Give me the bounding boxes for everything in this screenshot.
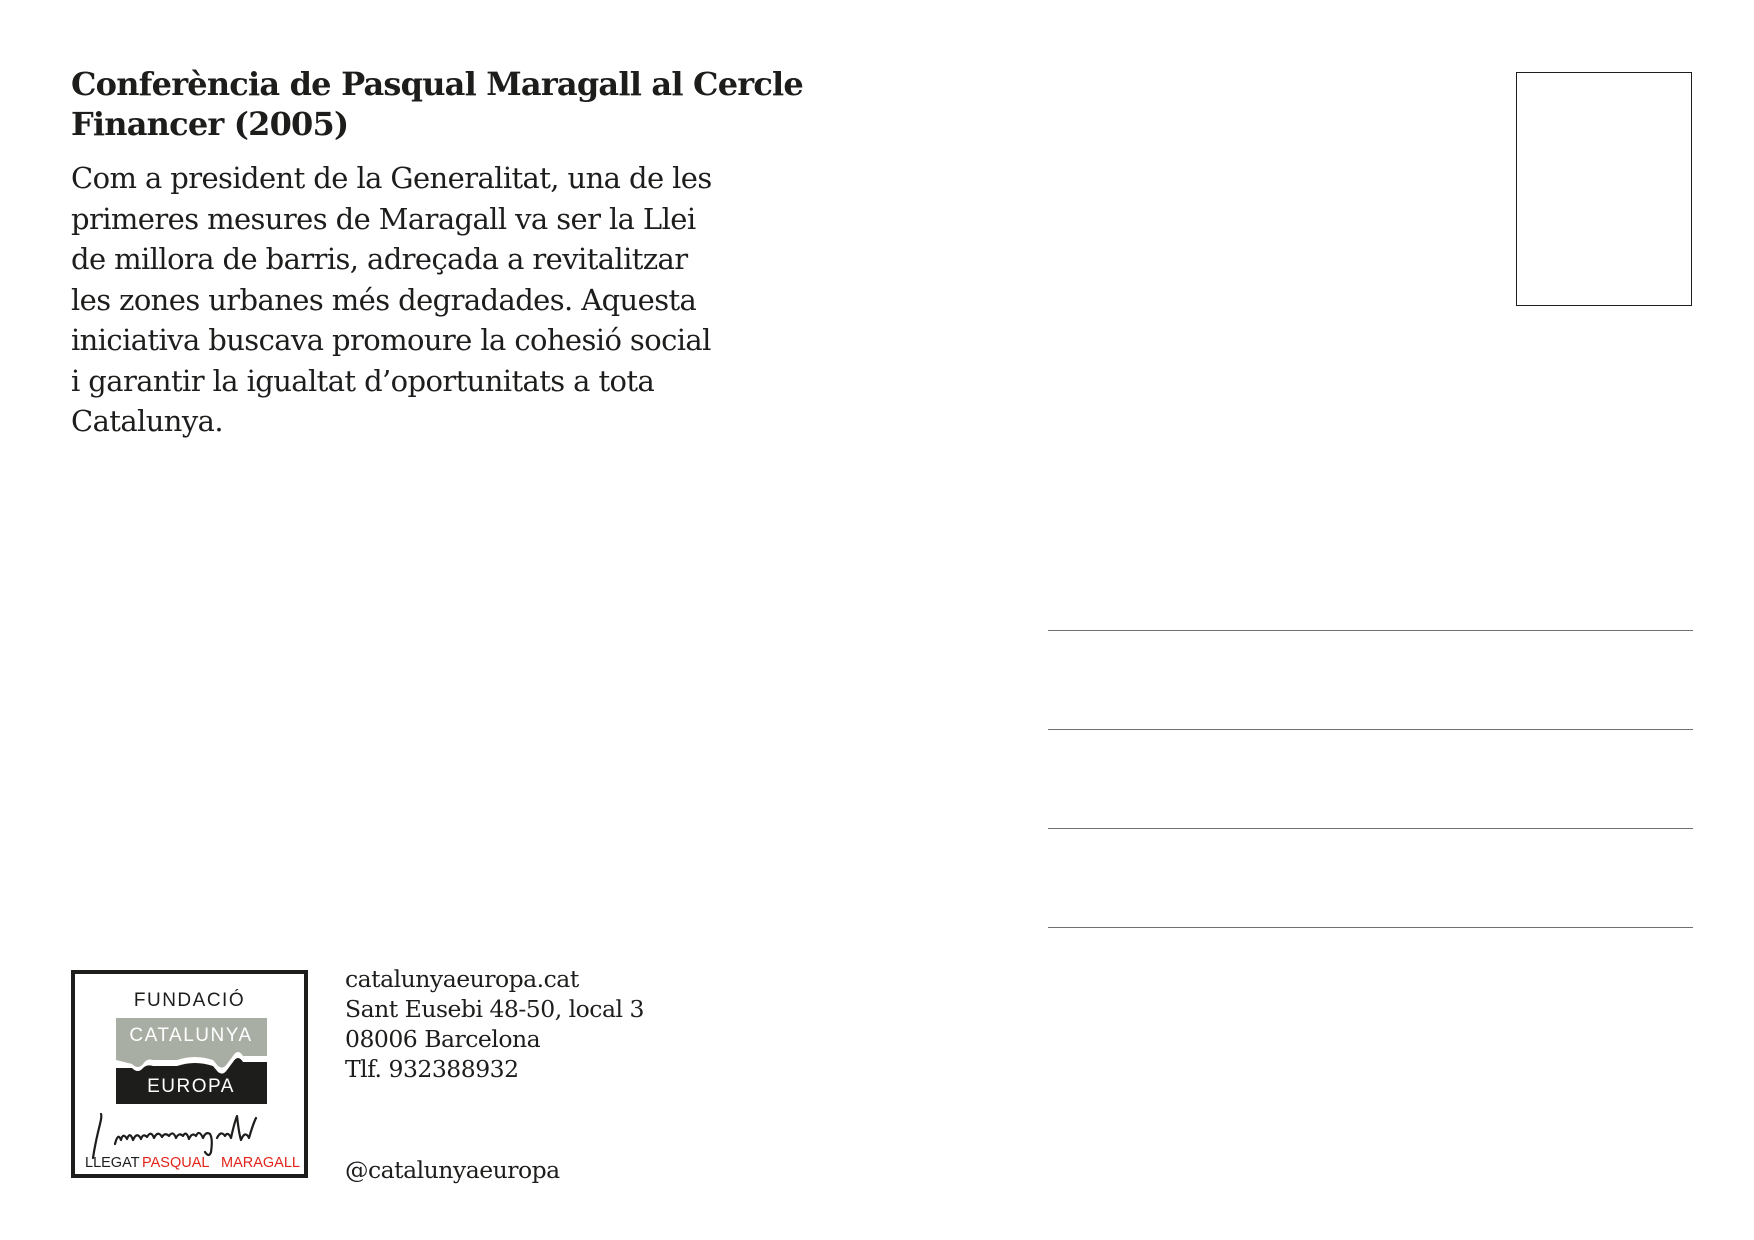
description-line: primeres mesures de Maragall va ser la Llei xyxy=(71,201,696,236)
address-line xyxy=(1048,828,1693,829)
description-line: i garantir la igualtat d’oportunitats a tota xyxy=(71,363,655,398)
logo-graphic xyxy=(75,974,304,1174)
logo-legacy-first: PASQUAL xyxy=(142,1155,210,1171)
title-line: Conferència de Pasqual Maragall al Cercle xyxy=(71,65,803,103)
address-line xyxy=(1048,630,1693,631)
card-title xyxy=(71,64,851,144)
description-line: Com a president de la Generalitat, una de les xyxy=(71,161,712,195)
website-link[interactable]: catalunyaeuropa.cat xyxy=(345,965,579,993)
contact-info xyxy=(345,964,644,1084)
title-line: Financer (2005) xyxy=(71,105,349,143)
description-line: de millora de barris, adreçada a revitalitzar xyxy=(71,242,688,276)
card-description xyxy=(71,158,831,442)
description-line: Catalunya. xyxy=(71,404,223,438)
logo-text-europa: EUROPA xyxy=(147,1076,235,1097)
signature-mark xyxy=(93,1114,256,1158)
logo-text-catalunya: CATALUNYA xyxy=(129,1025,253,1046)
logo-legacy-prefix: LLEGAT xyxy=(85,1155,140,1171)
description-line: les zones urbanes més degradades. Aquesta xyxy=(71,282,697,317)
city-text: 08006 Barcelona xyxy=(345,1025,541,1053)
phone-text: Tlf. 932388932 xyxy=(345,1055,519,1083)
address-text: Sant Eusebi 48-50, local 3 xyxy=(345,995,644,1023)
description-line: iniciativa buscava promoure la cohesió social xyxy=(71,323,711,357)
stamp-box xyxy=(1516,72,1692,306)
logo-text-fundacio: FUNDACIÓ xyxy=(133,990,246,1011)
social-handle[interactable]: @catalunyaeuropa xyxy=(345,1156,560,1184)
logo-legacy-last: MARAGALL xyxy=(221,1155,300,1171)
address-line xyxy=(1048,729,1693,730)
foundation-logo xyxy=(71,970,308,1178)
address-line xyxy=(1048,927,1693,928)
